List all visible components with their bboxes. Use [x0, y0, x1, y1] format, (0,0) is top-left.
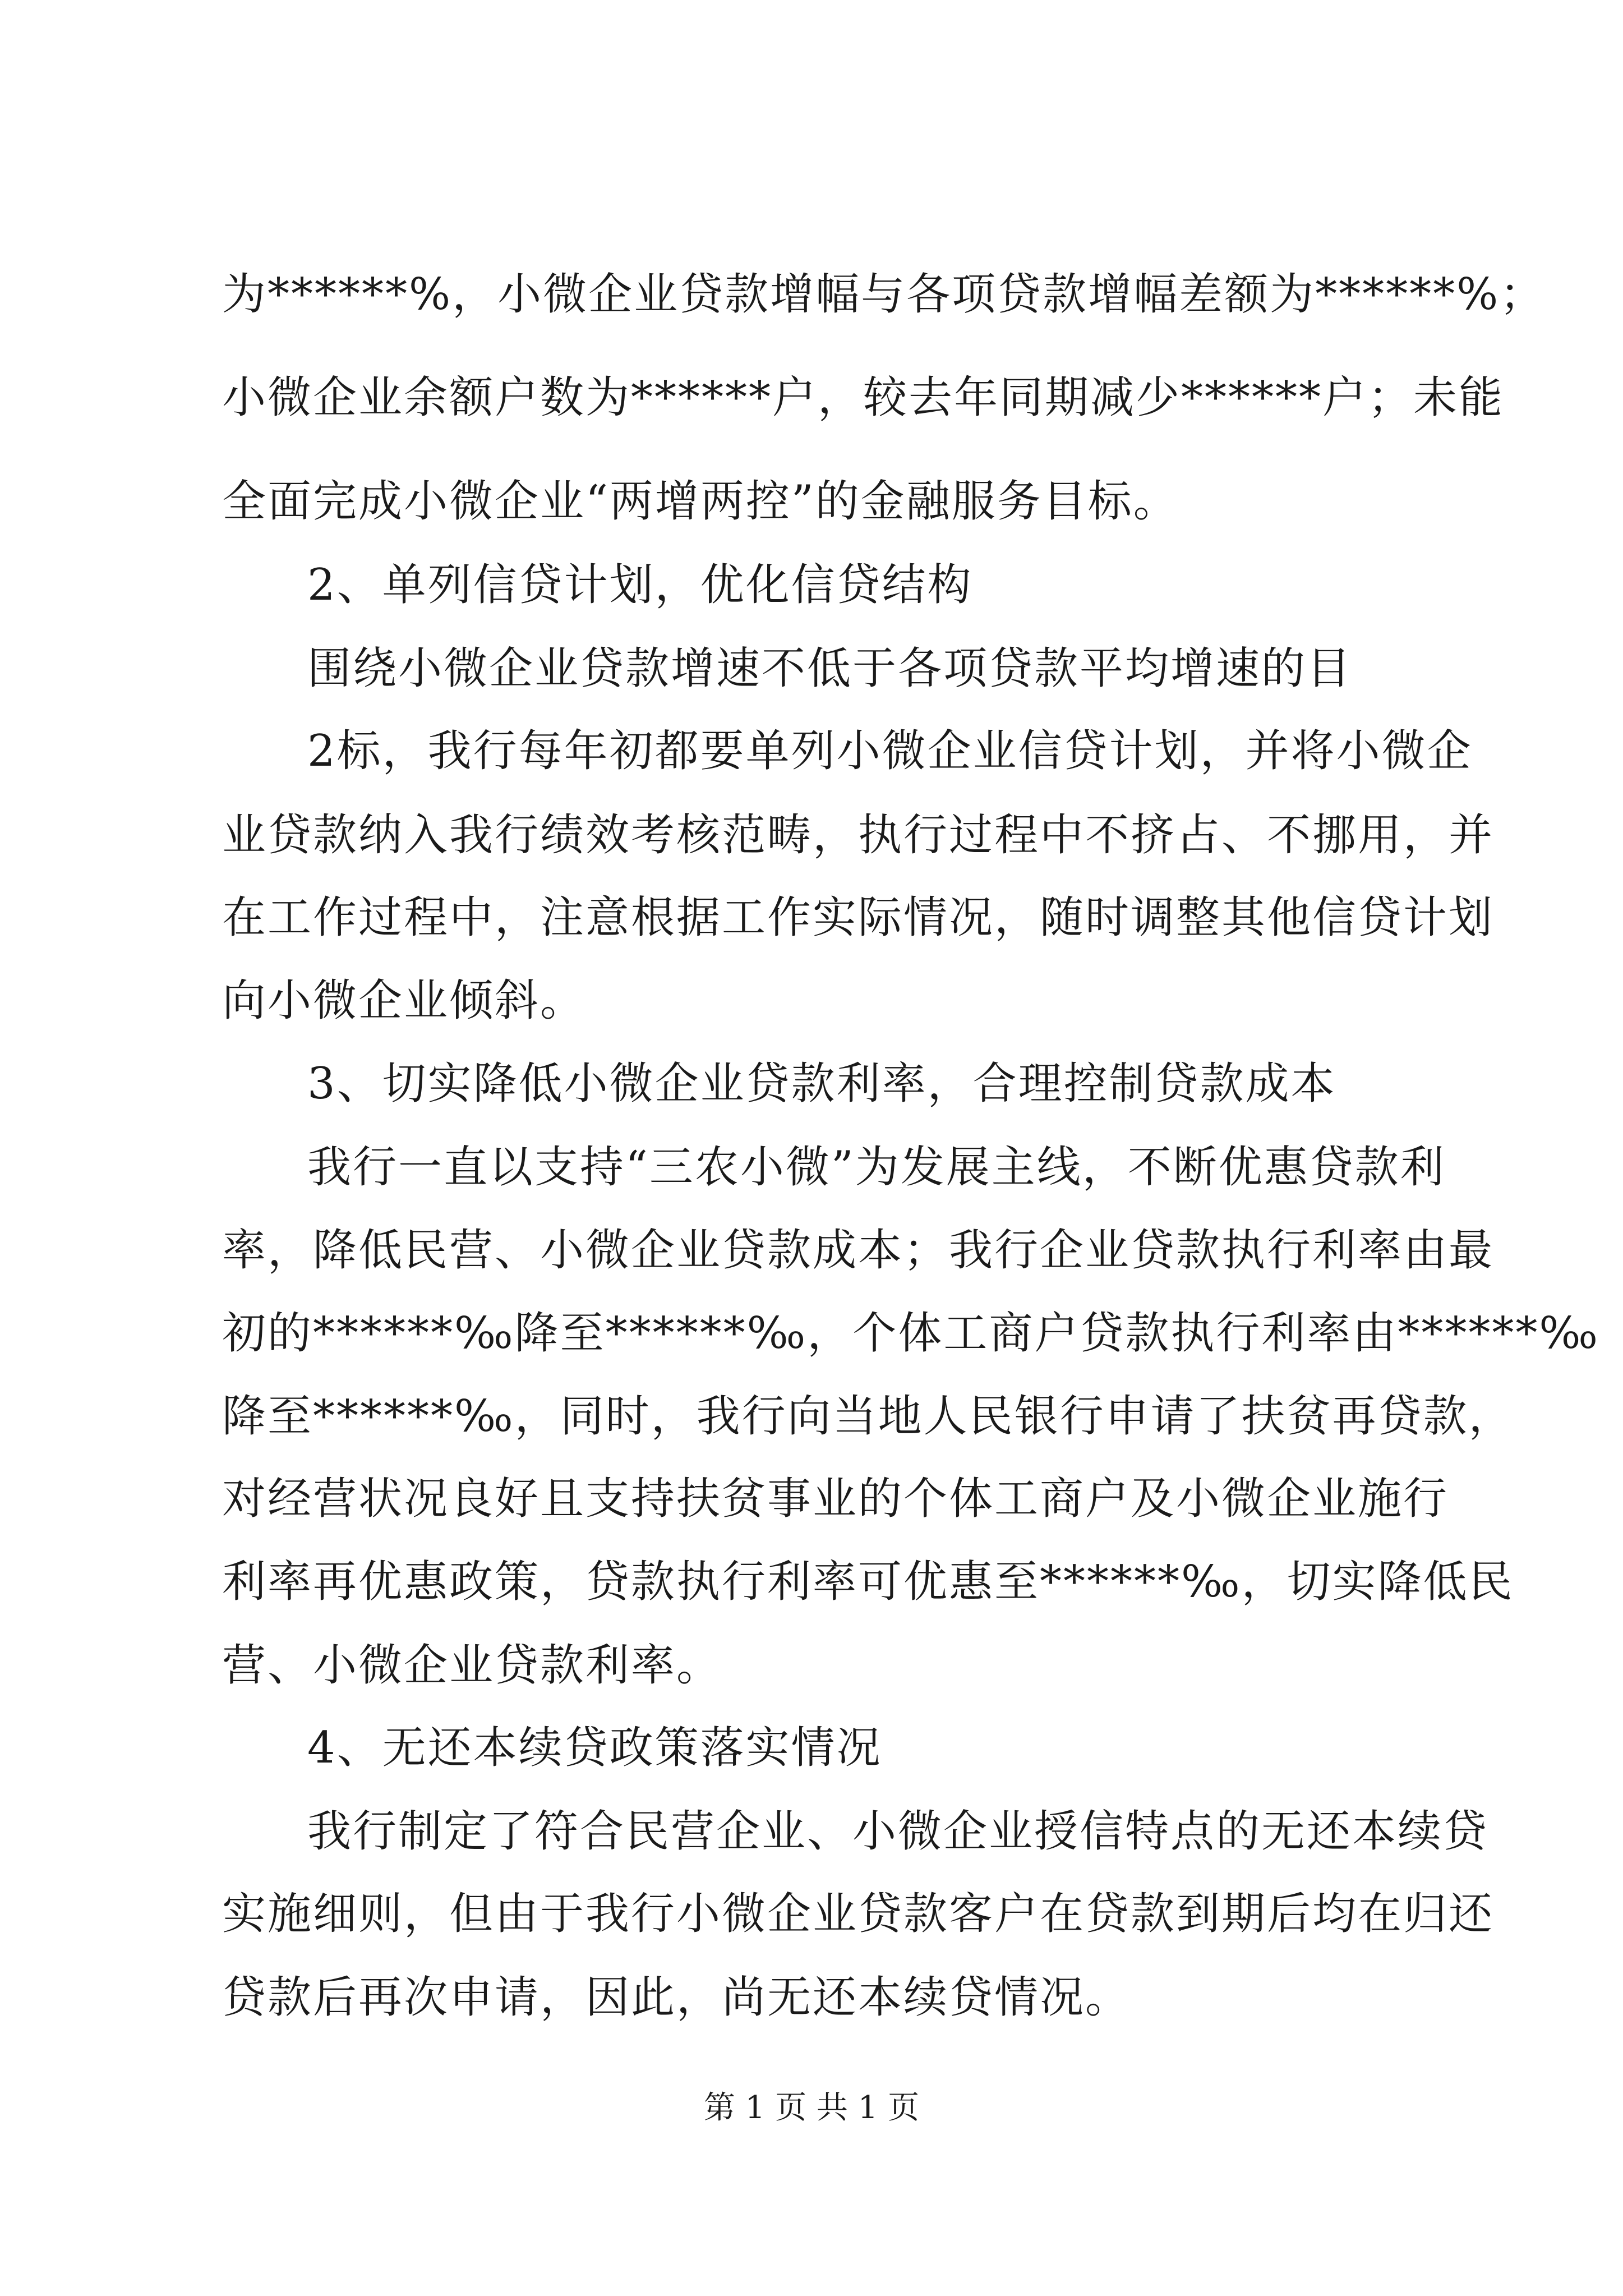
body-line-20: 实施细则，但由于我行小微企业贷款客户在贷款到期后均在归还 — [222, 1889, 1495, 1939]
body-line-7: 业贷款纳入我行绩效考核范畴，执行过程中不挤占、不挪用，并 — [222, 810, 1495, 861]
body-line-8: 在工作过程中，注意根据工作实际情况，随时调整其他信贷计划 — [222, 892, 1495, 943]
section-heading-4: 4、无还本续贷政策落实情况 — [307, 1723, 882, 1773]
body-line-11: 我行一直以支持“三农小微”为发展主线，不断优惠贷款利 — [307, 1142, 1446, 1193]
body-line-3: 全面完成小微企业“两增两控”的金融服务目标。 — [222, 476, 1179, 527]
body-line-1: 为******%，小微企业贷款增幅与各项贷款增幅差额为******%； — [222, 269, 1546, 320]
body-line-13: 初的******‰降至******‰，个体工商户贷款执行利率由******‰ — [222, 1308, 1599, 1359]
body-line-2: 小微企业余额户数为******户，较去年同期减少******户；未能 — [222, 372, 1505, 423]
body-line-14: 降至******‰，同时，我行向当地人民银行申请了扶贫再贷款， — [222, 1391, 1514, 1442]
body-line-19: 我行制定了符合民营企业、小微企业授信特点的无还本续贷 — [307, 1806, 1489, 1857]
body-line-15: 对经营状况良好且支持扶贫事业的个体工商户及小微企业施行 — [222, 1474, 1449, 1524]
body-line-5: 围绕小微企业贷款增速不低于各项贷款平均增速的目 — [307, 643, 1353, 694]
body-line-9: 向小微企业倾斜。 — [222, 976, 586, 1026]
body-line-6: 2标，我行每年初都要单列小微企业信贷计划，并将小微企 — [307, 726, 1473, 776]
body-line-21: 贷款后再次申请，因此，尚无还本续贷情况。 — [222, 1972, 1131, 2023]
body-line-16: 利率再优惠政策，贷款执行利率可优惠至******‰，切实降低民 — [222, 1557, 1514, 1607]
section-heading-3: 3、切实降低小微企业贷款利率，合理控制贷款成本 — [307, 1059, 1336, 1109]
page-footer: 第 1 页 共 1 页 — [703, 2090, 920, 2126]
body-line-17: 营、小微企业贷款利率。 — [222, 1640, 722, 1691]
section-heading-2: 2、单列信贷计划，优化信贷结构 — [307, 560, 973, 610]
body-line-12: 率，降低民营、小微企业贷款成本；我行企业贷款执行利率由最 — [222, 1225, 1495, 1276]
